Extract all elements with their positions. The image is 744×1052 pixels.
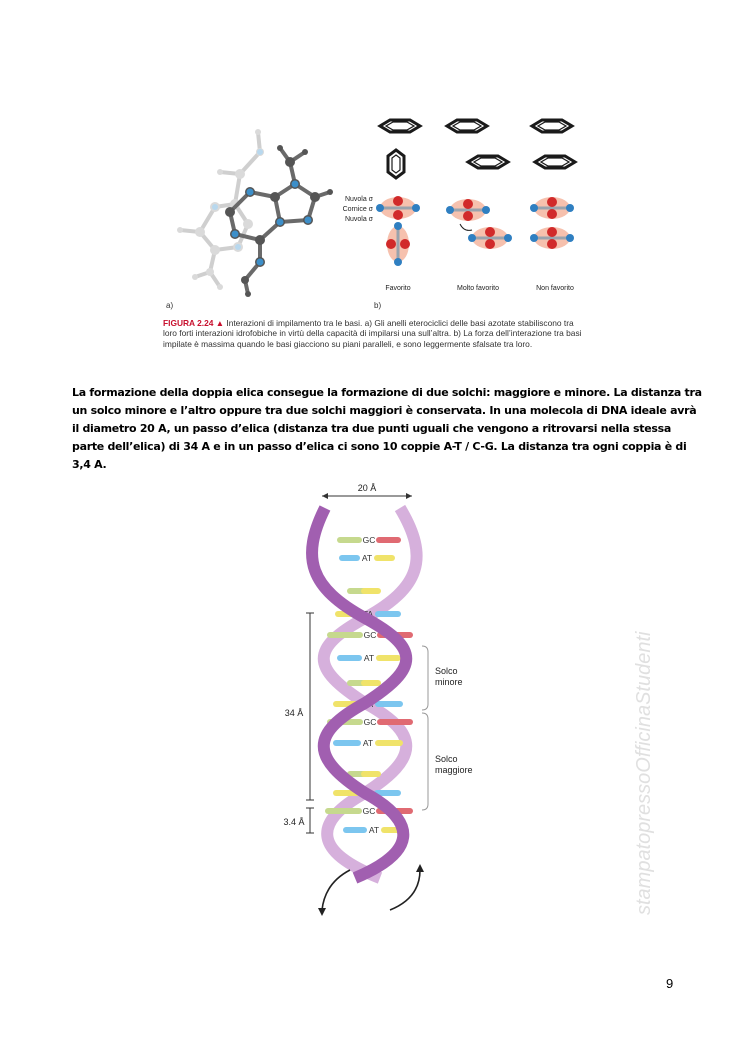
favorito-diagram — [376, 196, 420, 266]
cornice-label: Cornice σ — [342, 206, 373, 213]
minor-groove-label-1: Solco — [435, 666, 458, 676]
base-pair-label: AT — [363, 653, 375, 663]
pitch-label: 34 Å — [284, 708, 304, 718]
minor-groove-brace — [422, 646, 428, 710]
minor-groove-label-2: minore — [435, 677, 463, 687]
stacking-panel-b — [343, 120, 575, 292]
base-pair-label: TA — [362, 609, 374, 619]
base-pair-label: GC — [363, 630, 377, 640]
base-pair-label: AT — [361, 553, 373, 563]
base-pair-label: GC — [363, 717, 377, 727]
molecule-stacked-bases — [177, 129, 333, 297]
body-paragraph: La formazione della doppia elica consegue la formazione di due solchi: maggiore e minore. La distanza tra un solco minore e l’altro oppure tra due solchi maggiori è conservata. In una molecola di DNA ideale avrà il diametro 20 A, un passo d’elica (distanza tra due punti uguali che vengono a ritrovarsi nella stessa parte dell’elica) di 34 A e in un passo d’elica ci sono 10 coppie A-T / C-G. La distanza tra ogni coppia è di 3,4 A. — [72, 386, 702, 471]
nuvola-bottom-label: Nuvola σ — [344, 216, 373, 223]
caption-figure-label: FIGURA 2.24 — [163, 318, 214, 328]
non-favorito-diagram — [530, 197, 574, 249]
base-pair-label: GC — [362, 806, 376, 816]
dna-helix-figure — [270, 478, 510, 918]
diameter-arrow — [322, 493, 412, 499]
pitch-bracket — [306, 613, 314, 800]
watermark-text: stampatopressoOfficinaStudenti — [633, 631, 655, 915]
rise-label: 3.4 Å — [283, 817, 305, 827]
watermark — [610, 540, 670, 920]
figure-caption — [163, 318, 583, 349]
diameter-label: 20 Å — [357, 483, 377, 493]
rise-bracket — [306, 808, 314, 833]
page-number: 9 — [666, 976, 674, 991]
molto-favorito-label: Molto favorito — [456, 285, 500, 292]
base-pair-label: AT — [362, 738, 374, 748]
base-pair-label: TA — [362, 699, 374, 709]
major-groove-brace — [422, 713, 428, 810]
rotation-arrow-right-icon — [390, 870, 420, 910]
base-pair-label: AT — [368, 825, 380, 835]
non-favorito-label: Non favorito — [536, 285, 574, 292]
base-pair-label: GC — [362, 535, 376, 545]
caption-marker-icon: ▲ — [215, 318, 225, 328]
base-pair-label: TA — [361, 788, 373, 798]
major-groove-label-1: Solco — [435, 754, 458, 764]
caption-text: Interazioni di impilamento tra le basi. a) Gli anelli eterociclici delle basi azotate stabiliscono tra loro forti interazioni idrofobiche in virtù della capacità di impilarsi una sull’altra. b) La forza dell’interazione tra basi impilate è massima quando le basi giacciono su piani paralleli, e sono leggermente sfalsate tra loro. — [163, 318, 582, 349]
major-groove-label-2: maggiore — [435, 765, 473, 775]
panel-b-label: b) — [374, 301, 382, 310]
molto-favorito-diagram — [446, 199, 512, 249]
nuvola-top-label: Nuvola σ — [344, 196, 373, 203]
rotation-arrow-left-icon — [322, 870, 350, 910]
panel-a-label: a) — [166, 301, 174, 310]
favorito-label: Favorito — [385, 285, 411, 292]
